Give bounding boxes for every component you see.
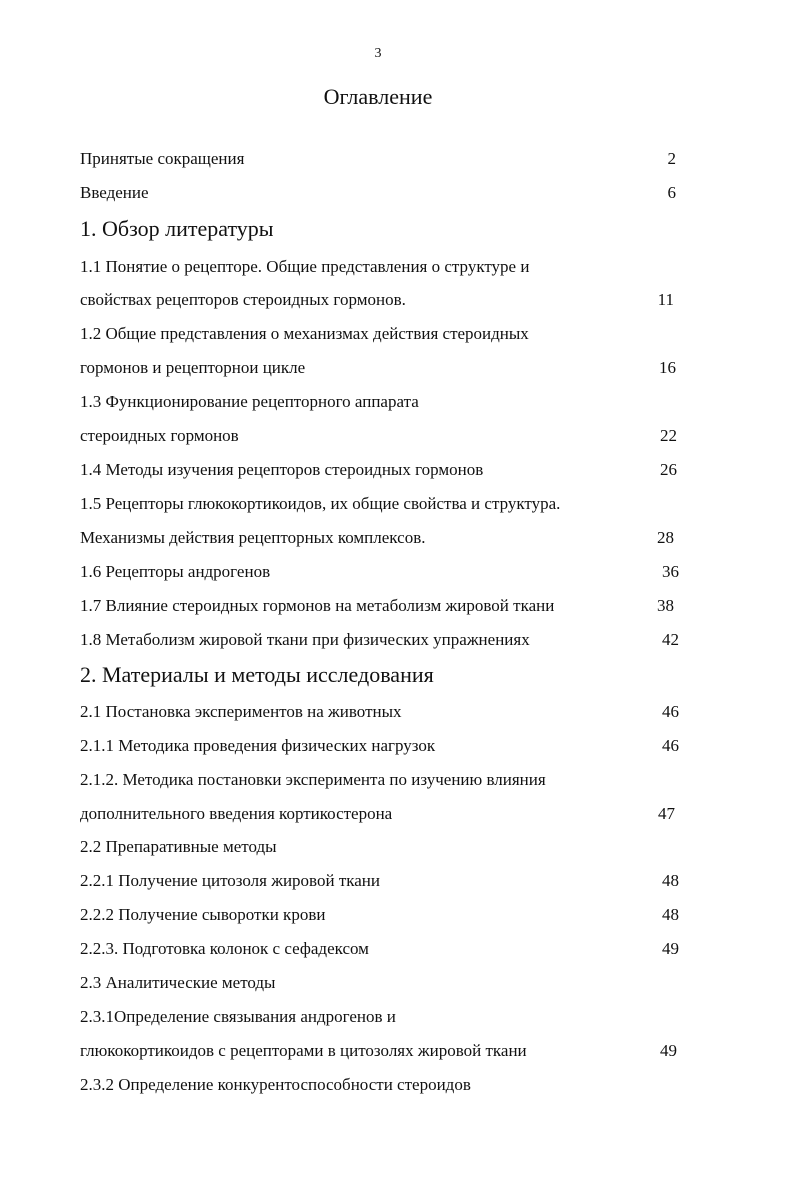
toc-entry: 1.5 Рецепторы глюкокортикоидов, их общие свойства и структура.: [80, 494, 561, 513]
toc-page: 22: [660, 426, 677, 445]
toc-page: 36: [662, 562, 679, 581]
toc-entry: 2.1 Постановка экспериментов на животных: [80, 702, 402, 721]
toc-page: 49: [662, 939, 679, 958]
toc-entry: 1.8 Метаболизм жировой ткани при физических упражнениях: [80, 630, 530, 649]
toc-entry: 2.2.2 Получение сыворотки крови: [80, 905, 326, 924]
toc-page: 48: [662, 871, 679, 890]
toc-page: 16: [659, 358, 676, 377]
toc-page: 42: [662, 630, 679, 649]
toc-entry: 2.2.3. Подготовка колонок с сефадексом: [80, 939, 369, 958]
toc-entry: 2.1.1 Методика проведения физических нагрузок: [80, 736, 436, 755]
toc-page: 6: [667, 183, 676, 202]
toc-entry: Механизмы действия рецепторных комплексов.: [80, 528, 426, 547]
toc-page: 48: [662, 905, 679, 924]
toc-page: 26: [660, 460, 677, 479]
toc-section-heading: 1. Обзор литературы: [80, 216, 274, 241]
toc-entry: 1.7 Влияние стероидных гормонов на метаболизм жировой ткани: [80, 596, 555, 615]
toc-entry: свойствах рецепторов стероидных гормонов.: [80, 290, 406, 309]
page-number: 3: [374, 46, 382, 61]
toc-entry: 2.1.2. Методика постановки эксперимента по изучению влияния: [80, 770, 546, 789]
toc-entry: 2.3 Аналитические методы: [80, 973, 276, 992]
toc-page: 2: [667, 149, 676, 168]
toc-page: 46: [662, 702, 679, 721]
toc-page: 47: [658, 804, 675, 823]
toc-section-heading: 2. Материалы и методы исследования: [80, 662, 434, 687]
toc-page: 38: [657, 596, 674, 615]
toc-entry: глюкокортикоидов с рецепторами в цитозолях жировой ткани: [80, 1041, 527, 1060]
toc-entry: 2.2.1 Получение цитозоля жировой ткани: [80, 871, 380, 890]
toc-entry: 2.2 Препаративные методы: [80, 837, 277, 856]
toc-entry: 2.3.2 Определение конкурентоспособности стероидов: [80, 1075, 471, 1094]
toc-title: Оглавление: [323, 84, 433, 109]
toc-entry: дополнительного введения кортикостерона: [80, 804, 393, 823]
toc-entry: Введение: [80, 183, 149, 202]
toc-entry: гормонов и рецепторнои цикле: [80, 358, 306, 377]
toc-entry: 1.1 Понятие о рецепторе. Общие представления о структуре и: [80, 257, 530, 276]
toc-entry: 1.3 Функционирование рецепторного аппарата: [80, 392, 419, 411]
toc-page: 28: [657, 528, 674, 547]
toc-entry: 1.2 Общие представления о механизмах действия стероидных: [80, 324, 529, 343]
toc-entry: 2.3.1Определение связывания андрогенов и: [80, 1007, 396, 1026]
toc-page: 46: [662, 736, 679, 755]
toc-entry: 1.6 Рецепторы андрогенов: [80, 562, 271, 581]
toc-page: 11: [657, 290, 674, 309]
toc-entry: 1.4 Методы изучения рецепторов стероидных гормонов: [80, 460, 484, 479]
toc-entry: стероидных гормонов: [80, 426, 239, 445]
toc-entry: Принятые сокращения: [80, 149, 245, 168]
toc-page: 49: [660, 1041, 677, 1060]
